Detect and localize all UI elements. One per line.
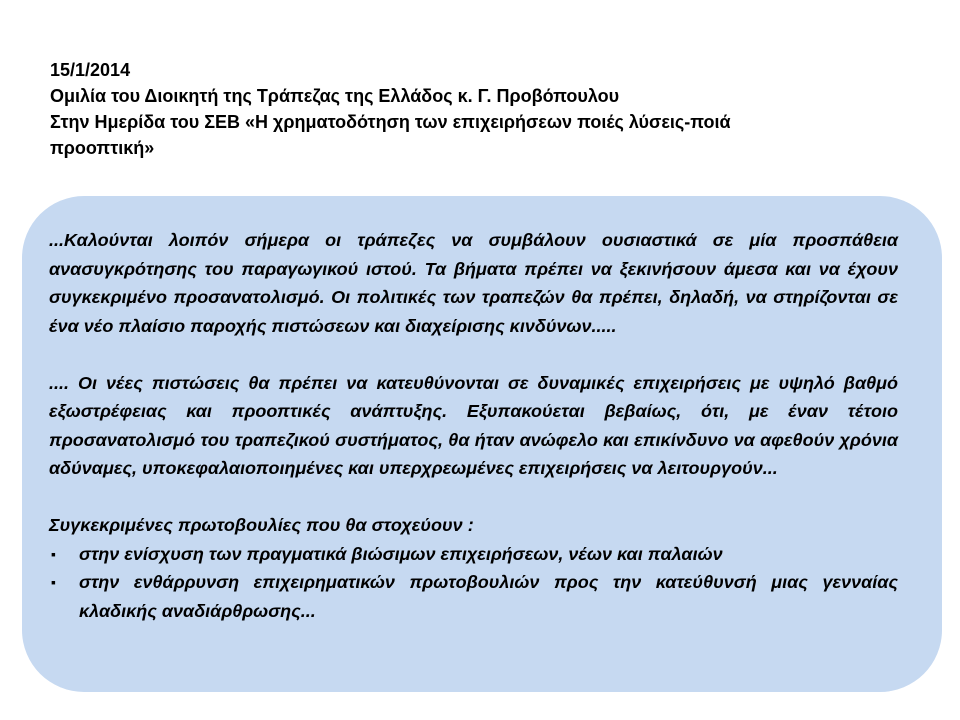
initiative-item-1 [49,540,898,569]
initiatives-heading: Συγκεκριμένες πρωτοβουλίες που θα στοχεύουν : [49,515,474,535]
quote-paragraph-1: ...Καλούνται λοιπόν σήμερα οι τράπεζες να συμβάλουν ουσιαστικά σε μία προσπάθεια ανασυγκρότησης του παραγωγικού ιστού. Τα βήματα πρέπει να ξεκινήσουν άμεσα και να έχουν συγκεκριμένο προσανατολισμό. Οι πολιτικές των τραπεζών θα πρέπει, δηλαδή, να στηρίζονται σε ένα νέο πλαίσιο παροχής πιστώσεων και διαχείρισης κινδύνων..... [49,230,898,336]
initiative-text-1: στην ενίσχυση των πραγματικά βιώσιμων επιχειρήσεων, νέων και παλαιών [79,543,723,564]
initiative-text-2: στην ενθάρρυνση επιχειρηματικών πρωτοβουλιών προς την κατεύθυνσή μιας γενναίας κλαδικής αναδιάρθρωσης... [79,572,898,621]
quote-paragraph-2: .... Οι νέες πιστώσεις θα πρέπει να κατευθύνονται σε δυναμικές επιχειρήσεις με υψηλό βαθμό εξωστρέφειας και προοπτικές ανάπτυξης. Εξυπακούεται βεβαίως, ότι, με έναν τέτοιο προσανατολισμό του τραπεζικού συστήματος, θα ήταν ανώφελο και επικίνδυνο να αφεθούν χρόνια αδύναμες, υποκεφαλαιοποιημένες και υπερχρεωμένες επιχειρήσεις να λειτουργούν... [49,372,898,478]
speech-header [50,57,750,161]
square-bullet-icon: ▪ [51,574,56,590]
initiatives-list [49,540,898,626]
speech-date: 15/1/2014 [50,60,131,80]
speech-title: Ομιλία του Διοικητή της Τράπεζας της Ελλάδος κ. Γ. Προβόπουλου [50,86,620,106]
square-bullet-icon: ▪ [51,545,56,562]
quote-text [49,226,898,625]
event-title: Στην Ημερίδα του ΣΕΒ «Η χρηματοδότηση των επιχειρήσεων ποιές λύσεις-ποιά προοπτική» [50,112,731,158]
initiative-item-2 [49,568,898,625]
